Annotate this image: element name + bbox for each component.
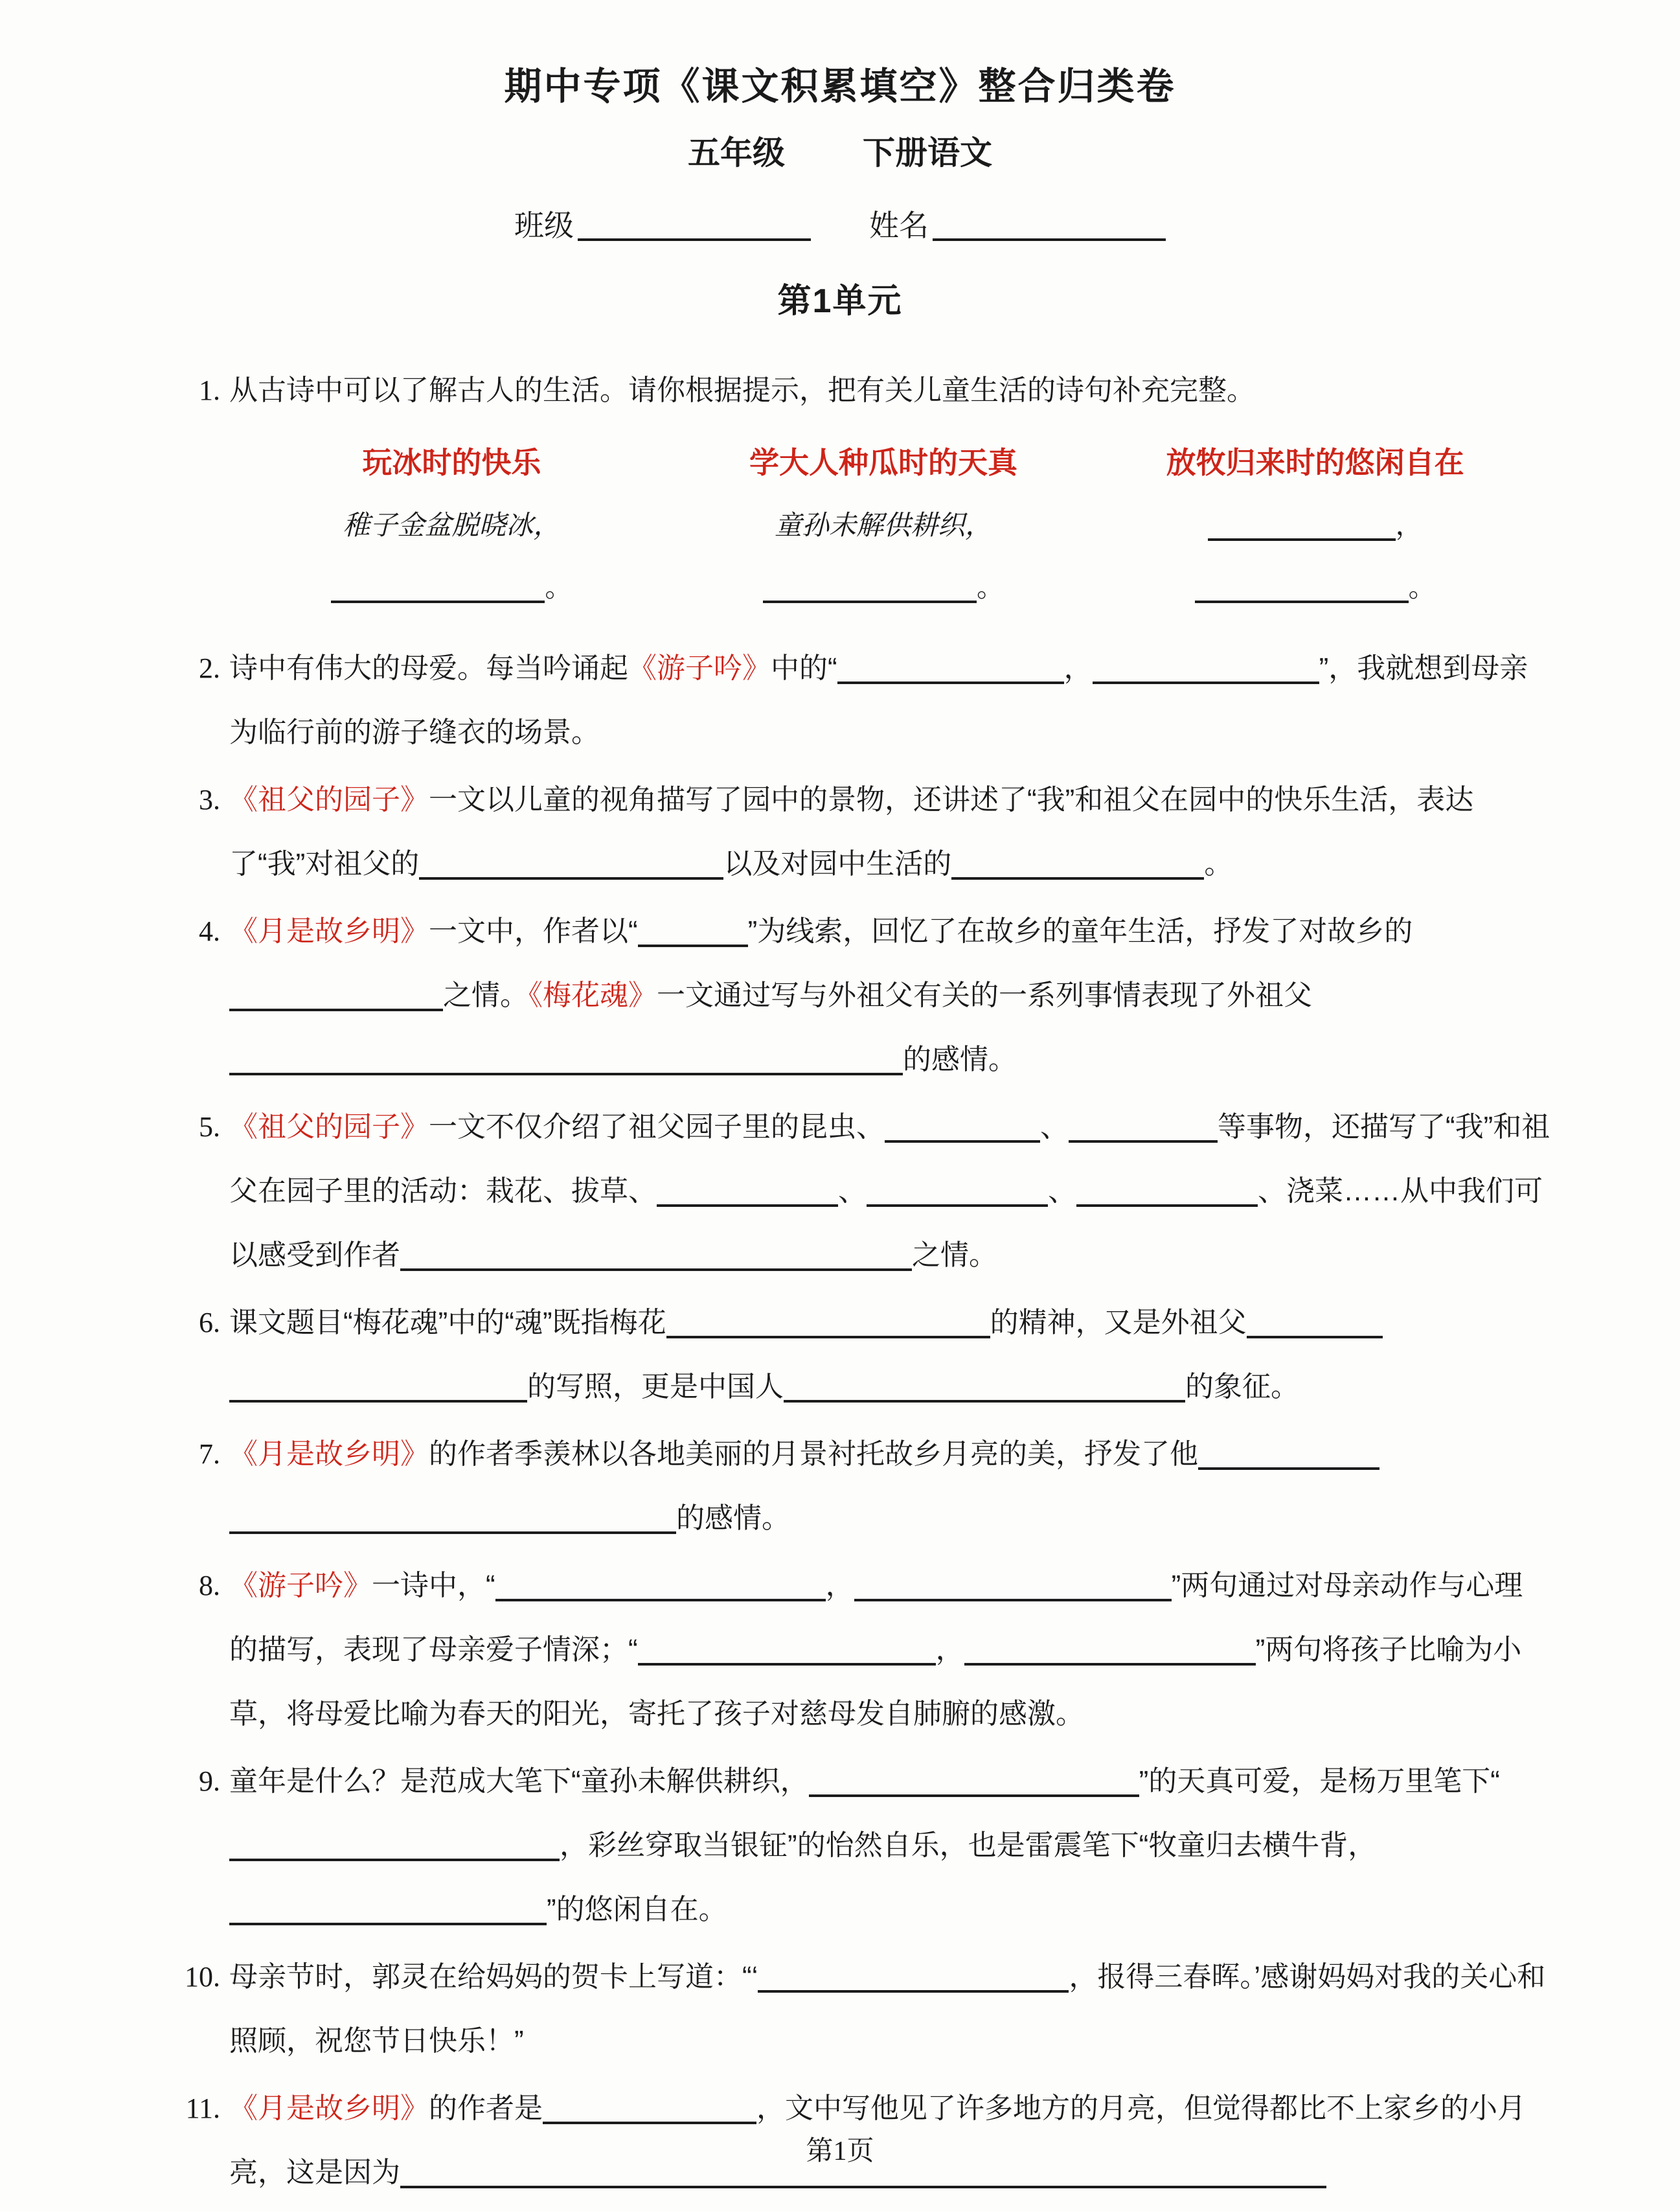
hint-header: 学大人种瓜时的天真: [749, 446, 1017, 479]
question-number: 1.: [199, 374, 220, 406]
lesson-title-red: 《梅花魂》: [528, 979, 657, 1011]
answer-blank: [657, 1178, 838, 1207]
question-8: [167, 1553, 1550, 1746]
question-number: 11.: [185, 2092, 220, 2124]
answer-blank: [758, 1964, 1069, 1993]
question-text-run: 之情。: [912, 1239, 997, 1271]
question-text-run: 母亲节时，郭灵在给妈妈的贺卡上写道：“‘: [229, 1960, 758, 1993]
question-text-run: ”两句将孩子比喻为小草，将母爱比喻为春天的阳光，寄托了孩子对慈母发自肺腑的感激。: [229, 1633, 1522, 1730]
question-text-run: 、: [1040, 1110, 1069, 1143]
question-text-run: ”，我就想到母亲为临行前的游子缝衣的场景。: [229, 652, 1528, 748]
question-text-run: ，报得三春晖。’感谢妈妈对我的关心和照顾，祝您节日快乐！”: [229, 1960, 1546, 2057]
poem-hint-table: [236, 431, 1531, 619]
table-cell: [1099, 556, 1531, 619]
question-text-run: 的感情。: [676, 1502, 790, 1534]
question-text-run: 一文通过写与外祖父有关的一系列事情表现了外祖父: [657, 979, 1312, 1011]
question-text-run: ，: [935, 1633, 964, 1666]
answer-blank: [419, 851, 723, 880]
question-9: [167, 1749, 1550, 1942]
question-text-run: 的写照，更是中国人: [527, 1370, 784, 1403]
lesson-title-red: 《游子吟》: [229, 1569, 372, 1601]
table-cell: [236, 556, 668, 619]
class-name-line: [0, 202, 1680, 245]
answer-blank: [1247, 1310, 1383, 1338]
question-text-run: 。: [1204, 847, 1233, 880]
question-number: 3.: [199, 783, 220, 816]
question-text-run: ，文中写他见了许多地方的月亮，但觉得都比不上家乡的小月亮，这是因为: [229, 2092, 1526, 2188]
paper-subtitle: [0, 127, 1680, 174]
answer-blank: [543, 2096, 756, 2124]
answer-blank: [1195, 575, 1409, 603]
question-text-run: 等事物，还描写了“我”和祖父在园子里的活动：栽花、拔草、: [229, 1110, 1550, 1207]
answer-blank: [809, 1769, 1139, 1797]
answer-blank: [495, 1573, 826, 1601]
answer-blank: [229, 1833, 560, 1861]
question-text-run: ，: [825, 1569, 854, 1601]
answer-blank: [666, 1310, 990, 1338]
answer-blank: [229, 1897, 547, 1925]
question-text-run: 童年是什么？是范成大笔下“童孙未解供耕织，: [229, 1765, 809, 1797]
lesson-title-red: 《月是故乡明》: [229, 1438, 429, 1470]
question-text-run: ，彩丝穿取当银钲”的怡然自乐，也是雷震笔下“牧童归去横牛背，: [560, 1829, 1377, 1861]
answer-blank: [1069, 1114, 1218, 1143]
question-number: 6.: [199, 1306, 220, 1338]
question-6: [167, 1290, 1550, 1419]
answer-blank: [331, 575, 545, 603]
question-number: 7.: [199, 1438, 220, 1470]
question-text-run: 一诗中，“: [372, 1569, 495, 1601]
question-number: 8.: [199, 1569, 220, 1601]
lesson-title-red: 《祖父的园子》: [229, 783, 429, 816]
hint-header: 放牧归来时的悠闲自在: [1166, 446, 1464, 479]
answer-blank: [400, 1243, 912, 1271]
answer-blank: [1208, 512, 1396, 541]
question-3: [167, 768, 1550, 896]
answer-blank: [784, 1374, 1185, 1403]
question-text-run: 、浇菜……从中我们可以感受到作者: [229, 1174, 1543, 1271]
answer-blank: [229, 1506, 676, 1534]
question-text-run: 的感情。: [903, 1043, 1017, 1075]
answer-blank: [951, 851, 1204, 880]
name-blank-line: [933, 214, 1166, 241]
question-text-run: 、: [838, 1174, 867, 1207]
punctuation: 。: [545, 572, 573, 603]
question-text-run: 以及对园中生活的: [723, 847, 952, 880]
poem-line: 稚子金盆脱晓冰，: [343, 509, 561, 541]
table-cell: [668, 556, 1100, 619]
punctuation: 。: [977, 572, 1005, 603]
question-text-run: ”两句通过对母亲动作与心理的描写，表现了母亲爱子情深；“: [229, 1569, 1523, 1666]
question-number: 10.: [185, 1960, 220, 1993]
question-5: [167, 1095, 1550, 1287]
answer-blank: [229, 983, 443, 1011]
table-row: [236, 494, 1531, 557]
question-number: 4.: [199, 915, 220, 947]
question-list: [0, 322, 1680, 2205]
question-1: [167, 358, 1550, 619]
question-text-run: 一文中，作者以“: [429, 915, 638, 947]
lesson-title-red: 《祖父的园子》: [229, 1110, 429, 1143]
answer-blank: [1198, 1441, 1379, 1470]
section-heading: 第1单元: [777, 282, 903, 320]
lesson-title-red: 《月是故乡明》: [229, 915, 429, 947]
answer-blank: [964, 1637, 1256, 1666]
lesson-title-red: 《游子吟》: [628, 652, 771, 684]
paper-header: [0, 0, 1680, 322]
question-text-run: ，: [1063, 652, 1093, 684]
question-text-run: 的精神，又是外祖父: [990, 1306, 1247, 1338]
question-text-run: 中的“: [771, 652, 837, 684]
answer-blank: [1093, 656, 1319, 684]
question-text-run: ”的悠闲自在。: [547, 1893, 727, 1925]
question-text-run: 的作者是: [429, 2092, 543, 2124]
paper-title: 期中专项《课文积累填空》整合归类卷: [504, 65, 1176, 108]
question-text-run: ”为线索，回忆了在故乡的童年生活，抒发了对故乡的: [747, 915, 1413, 947]
table-cell: [1099, 494, 1531, 557]
answer-blank: [229, 1047, 903, 1075]
question-number: 5.: [199, 1110, 220, 1143]
page-number: 第1页: [806, 2137, 874, 2166]
name-label: 姓名: [869, 209, 929, 242]
lesson-title-red: 《月是故乡明》: [229, 2092, 429, 2124]
question-text-run: 一文不仅介绍了祖父园子里的昆虫、: [429, 1110, 885, 1143]
answer-blank: [885, 1114, 1040, 1143]
question-text-run: ”的天真可爱，是杨万里笔下“: [1139, 1765, 1500, 1797]
answer-blank: [638, 919, 748, 947]
answer-blank: [763, 575, 977, 603]
question-text-run: 一文以儿童的视角描写了园中的景物，还讲述了“我”和祖父在园中的快乐生活，表达了“我”对祖父的: [229, 783, 1474, 880]
question-text-run: 诗中有伟大的母爱。每当吟诵起: [229, 652, 628, 684]
hint-header: 玩冰时的快乐: [362, 446, 541, 479]
question-10: [167, 1945, 1550, 2073]
answer-blank: [854, 1573, 1172, 1601]
answer-blank: [229, 1374, 527, 1403]
answer-blank: [1076, 1178, 1258, 1207]
answer-blank: [867, 1178, 1048, 1207]
table-header-row: [236, 431, 1531, 494]
question-text-run: 的作者季羡林以各地美丽的月景衬托故乡月亮的美，抒发了他: [429, 1438, 1198, 1470]
grade-label: 五年级: [688, 135, 785, 171]
answer-blank: [638, 1637, 936, 1666]
question-text-run: 之情。: [443, 979, 528, 1011]
punctuation: ，: [1395, 509, 1423, 540]
class-blank-line: [578, 214, 811, 241]
class-label: 班级: [514, 209, 574, 242]
question-2: [167, 636, 1550, 764]
book-label: 下册语文: [863, 135, 992, 171]
question-7: [167, 1422, 1550, 1550]
poem-line: 童孙未解供耕织，: [775, 509, 993, 541]
question-text-run: 从古诗中可以了解古人的生活。请你根据提示，把有关儿童生活的诗句补充完整。: [229, 374, 1255, 406]
question-number: 9.: [199, 1765, 220, 1797]
question-number: 2.: [199, 652, 220, 684]
question-text-run: 课文题目“梅花魂”中的“魂”既指梅花: [229, 1306, 666, 1338]
question-text-run: 的象征。: [1185, 1370, 1299, 1403]
answer-blank: [837, 656, 1064, 684]
table-row: [236, 556, 1531, 619]
question-text-run: 、: [1048, 1174, 1076, 1207]
question-4: [167, 899, 1550, 1092]
punctuation: 。: [1408, 572, 1436, 603]
